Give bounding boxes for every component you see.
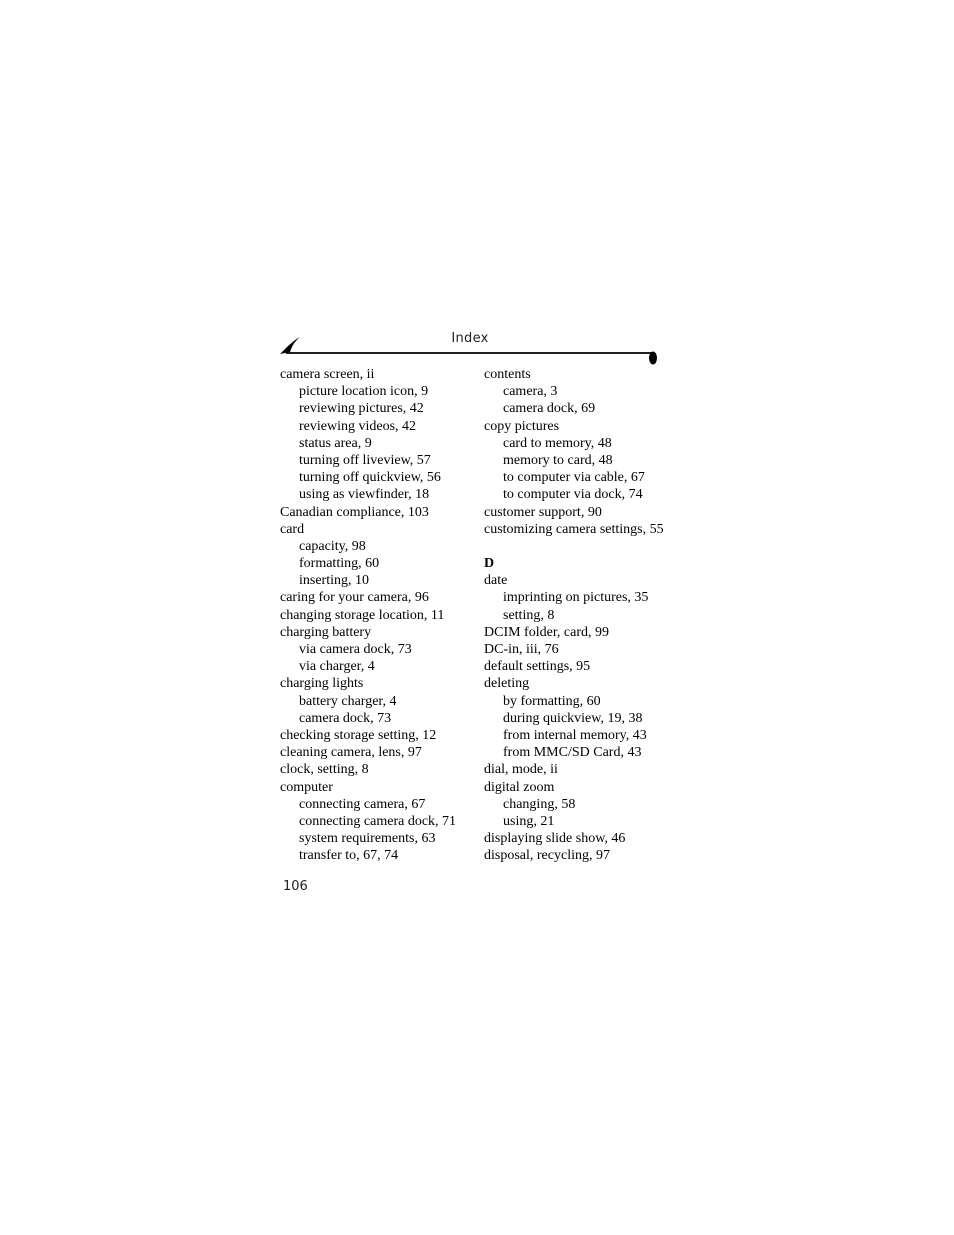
index-subentry: picture location icon, 9 [299, 384, 429, 400]
index-subentry: camera, 3 [503, 384, 558, 400]
index-subentry: connecting camera dock, 71 [299, 813, 457, 829]
index-subentry: transfer to, 67, 74 [299, 848, 399, 864]
index-subentry: turning off quickview, 56 [299, 470, 441, 486]
index-subentry: via camera dock, 73 [299, 642, 412, 657]
index-entry: displaying slide show, 46 [484, 831, 626, 847]
index-entry: charging lights [280, 676, 364, 692]
index-subentry: using, 21 [503, 813, 555, 829]
index-subentry: inserting, 10 [299, 573, 369, 589]
index-entry: changing storage location, 11 [280, 607, 445, 623]
index-entry: dial, mode, ii [484, 762, 558, 778]
index-subentry: capacity, 98 [299, 538, 366, 554]
index-letter-heading: D [484, 556, 495, 572]
index-entry: charging battery [280, 624, 372, 640]
index-entry: Canadian compliance, 103 [280, 504, 429, 520]
index-subentry: to computer via cable, 67 [503, 470, 645, 486]
page-number: 106 [283, 879, 308, 894]
index-subentry: to computer via dock, 74 [503, 487, 643, 503]
index-entry: card [280, 521, 305, 537]
index-subentry: during quickview, 19, 38 [503, 710, 643, 726]
index-entry: cleaning camera, lens, 97 [280, 745, 422, 761]
index-entry: DCIM folder, card, 99 [484, 624, 610, 640]
index-subentry: formatting, 60 [299, 556, 380, 572]
index-entry: contents [484, 367, 531, 382]
index-entry: DC-in, iii, 76 [484, 642, 559, 657]
index-subentry: card to memory, 48 [503, 435, 612, 451]
index-subentry: system requirements, 63 [299, 831, 436, 847]
index-subentry: camera dock, 69 [503, 401, 596, 417]
index-entry: disposal, recycling, 97 [484, 848, 610, 864]
index-subentry: connecting camera, 67 [299, 796, 426, 812]
page-header-title: Index [451, 331, 489, 346]
index-subentry: reviewing pictures, 42 [299, 401, 424, 417]
index-column-left [280, 366, 480, 864]
header-rule [280, 336, 662, 368]
index-subentry: from internal memory, 43 [503, 727, 647, 743]
index-subentry: changing, 58 [503, 796, 576, 812]
index-entry: copy pictures [484, 418, 560, 434]
index-entry: checking storage setting, 12 [280, 727, 437, 743]
index-subentry: via charger, 4 [299, 659, 375, 675]
index-entry: customer support, 90 [484, 504, 602, 520]
index-entry: camera screen, ii [280, 367, 375, 382]
index-subentry: from MMC/SD Card, 43 [503, 745, 642, 761]
index-entry: deleting [484, 676, 530, 692]
index-entry: caring for your camera, 96 [280, 590, 429, 606]
index-entry: customizing camera settings, 55 [484, 521, 664, 537]
index-subentry: camera dock, 73 [299, 710, 392, 726]
index-subentry: status area, 9 [299, 435, 372, 451]
index-entry: default settings, 95 [484, 659, 591, 675]
index-subentry: setting, 8 [503, 607, 555, 623]
index-spacer [484, 538, 684, 555]
header-swoosh [280, 337, 300, 354]
index-subentry: battery charger, 4 [299, 693, 397, 709]
index-subentry: by formatting, 60 [503, 693, 601, 709]
index-entry: digital zoom [484, 779, 555, 795]
index-subentry: turning off liveview, 57 [299, 452, 431, 468]
index-subentry: imprinting on pictures, 35 [503, 590, 649, 606]
index-entry: computer [280, 779, 333, 795]
header-dot [649, 352, 657, 365]
index-subentry: using as viewfinder, 18 [299, 487, 430, 503]
index-entry: date [484, 573, 508, 589]
index-entry: clock, setting, 8 [280, 762, 369, 778]
index-subentry: reviewing videos, 42 [299, 418, 417, 434]
index-subentry: memory to card, 48 [503, 452, 613, 468]
index-column-right [484, 366, 684, 864]
